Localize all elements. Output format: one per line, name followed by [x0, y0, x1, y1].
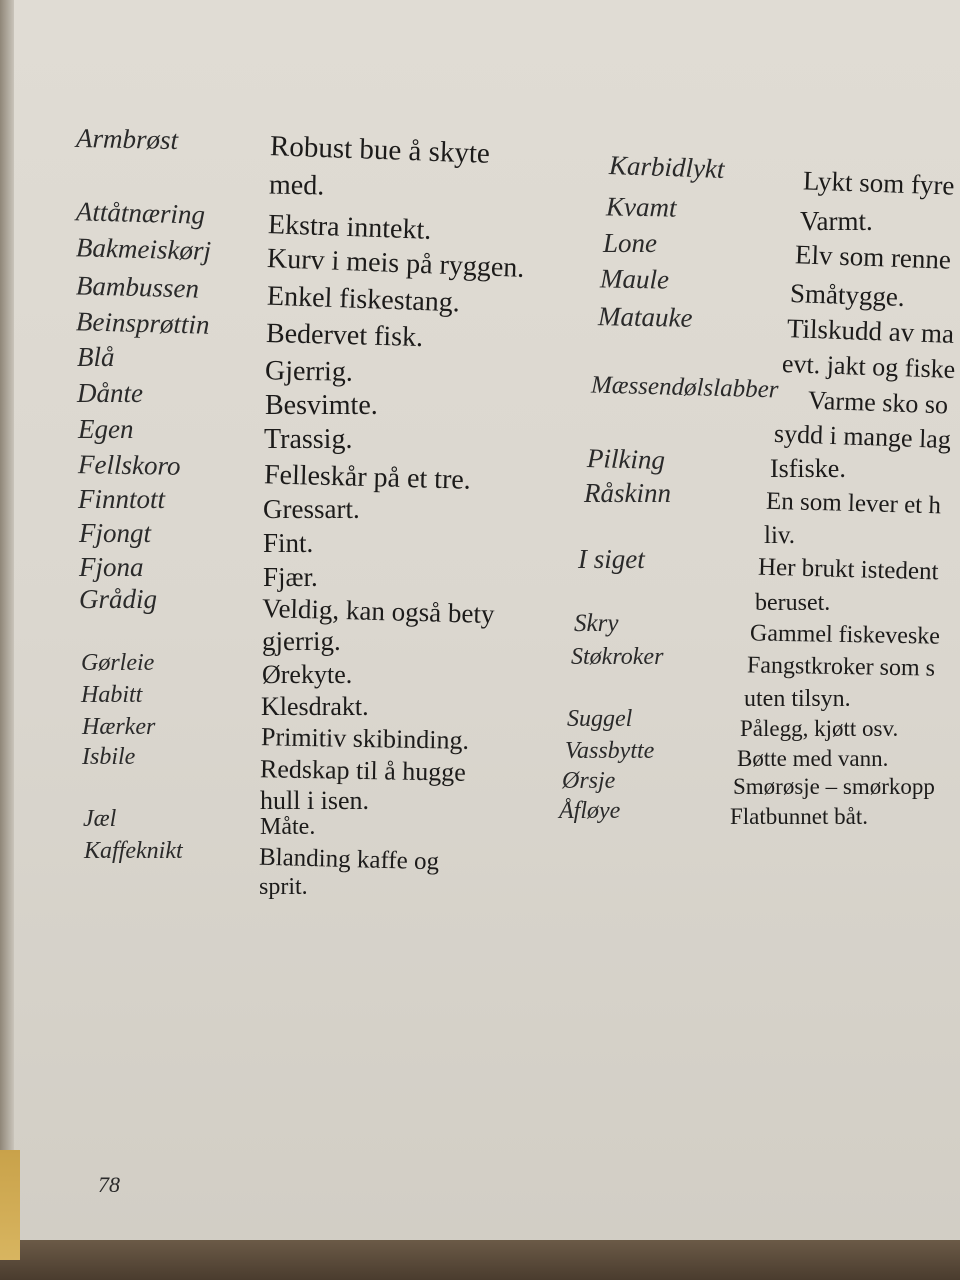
def-i-siget-2: beruset. [755, 590, 831, 616]
def-lone: Elv som renne [794, 239, 952, 275]
term-bambussen: Bambussen [75, 270, 200, 304]
def-raskinn-1: En som lever et h [765, 487, 942, 520]
term-orsje: Ørsje [562, 768, 616, 794]
term-jael: Jæl [83, 806, 117, 832]
term-fellskoro: Fellskoro [77, 449, 181, 481]
term-isbile: Isbile [82, 744, 136, 770]
term-fjongt: Fjongt [79, 518, 151, 548]
term-raskinn: Råskinn [584, 478, 671, 508]
term-skry: Skry [574, 610, 619, 637]
book-cover-edge [0, 1150, 20, 1260]
term-haerker: Hærker [82, 714, 156, 740]
def-kaffeknikt-2: sprit. [259, 874, 308, 900]
def-bakmeiskorj: Kurv i meis på ryggen. [266, 243, 525, 284]
def-finntott: Gressart. [263, 494, 360, 524]
def-kaffeknikt-1: Blanding kaffe og [258, 843, 440, 876]
def-jael: Måte. [260, 814, 316, 840]
def-bambussen: Enkel fiskestang. [266, 280, 461, 319]
def-armbrost-1: Robust bue å skyte [269, 130, 491, 170]
term-i-siget: I siget [578, 544, 645, 574]
def-matauke-1: Tilskudd av ma [786, 313, 955, 349]
def-egen: Trassig. [264, 424, 353, 455]
def-fjongt: Fint. [263, 528, 314, 558]
def-maessendolslabber-2: sydd i mange lag [773, 418, 952, 455]
def-fellskoro: Felleskår på et tre. [263, 459, 472, 496]
term-lone: Lone [603, 228, 657, 258]
term-afloye: Åfløye [559, 798, 621, 824]
def-afloye: Flatbunnet båt. [730, 804, 868, 829]
def-matauke-2: evt. jakt og fiske [781, 348, 956, 385]
term-armbrost: Armbrøst [75, 122, 179, 156]
term-gorleie: Gørleie [81, 650, 155, 676]
def-gradig-2: gjerrig. [262, 626, 341, 656]
term-gradig: Grådig [79, 584, 158, 614]
def-orsje: Smørøsje – smørkopp [733, 774, 935, 799]
def-kvamt: Varmt. [800, 206, 873, 236]
def-raskinn-2: liv. [764, 522, 796, 549]
def-habitt: Klesdrakt. [261, 692, 369, 721]
term-stokroker: Støkroker [571, 644, 664, 670]
term-kvamt: Kvamt [605, 191, 677, 223]
def-haerker: Primitiv skibinding. [260, 722, 470, 755]
def-stokroker-2: uten tilsyn. [744, 686, 851, 712]
def-isbile-1: Redskap til å hugge [259, 754, 467, 787]
def-gorleie: Ørekyte. [262, 660, 353, 689]
def-karbidlykt: Lykt som fyre [802, 165, 955, 201]
term-bla: Blå [77, 342, 115, 372]
term-bakmeiskorj: Bakmeiskørj [75, 232, 212, 266]
def-isbile-2: hull i isen. [260, 786, 370, 815]
term-finntott: Finntott [78, 484, 165, 514]
term-maessendolslabber: Mæssendølslabber [590, 371, 779, 404]
table-surface [0, 1240, 960, 1280]
def-stokroker-1: Fangstkroker som s [746, 652, 936, 682]
term-suggel: Suggel [567, 706, 633, 732]
page-gutter [0, 0, 14, 1262]
term-habitt: Habitt [81, 682, 143, 708]
def-maule: Småtygge. [789, 278, 906, 312]
term-vassbytte: Vassbytte [565, 738, 655, 764]
term-beinsprottin: Beinsprøttin [75, 306, 210, 340]
def-gradig-1: Veldig, kan også bety [261, 592, 495, 630]
def-fjona: Fjær. [263, 562, 318, 592]
def-bla: Gjerrig. [264, 355, 354, 388]
def-pilking: Isfiske. [770, 454, 846, 483]
term-egen: Egen [78, 414, 134, 444]
term-fjona: Fjona [79, 552, 144, 582]
term-kaffeknikt: Kaffeknikt [84, 838, 183, 864]
page-number: 78 [98, 1172, 120, 1197]
def-beinsprottin: Bedervet fisk. [265, 317, 424, 354]
term-matauke: Matauke [597, 301, 693, 333]
term-dante: Dånte [77, 378, 143, 408]
def-attatnaering: Ekstra inntekt. [267, 209, 432, 246]
def-skry: Gammel fiskeveske [749, 620, 941, 650]
def-maessendolslabber-1: Varme sko so [807, 385, 949, 420]
def-suggel: Pålegg, kjøtt osv. [740, 716, 899, 741]
def-vassbytte: Bøtte med vann. [737, 746, 889, 771]
term-pilking: Pilking [586, 442, 666, 476]
term-karbidlykt: Karbidlykt [608, 149, 726, 185]
def-dante: Besvimte. [265, 390, 378, 421]
def-i-siget-1: Her brukt istedent [757, 553, 939, 586]
term-maule: Maule [599, 263, 670, 295]
def-armbrost-2: med. [268, 169, 325, 202]
term-attatnaering: Attåtnæring [75, 196, 206, 230]
